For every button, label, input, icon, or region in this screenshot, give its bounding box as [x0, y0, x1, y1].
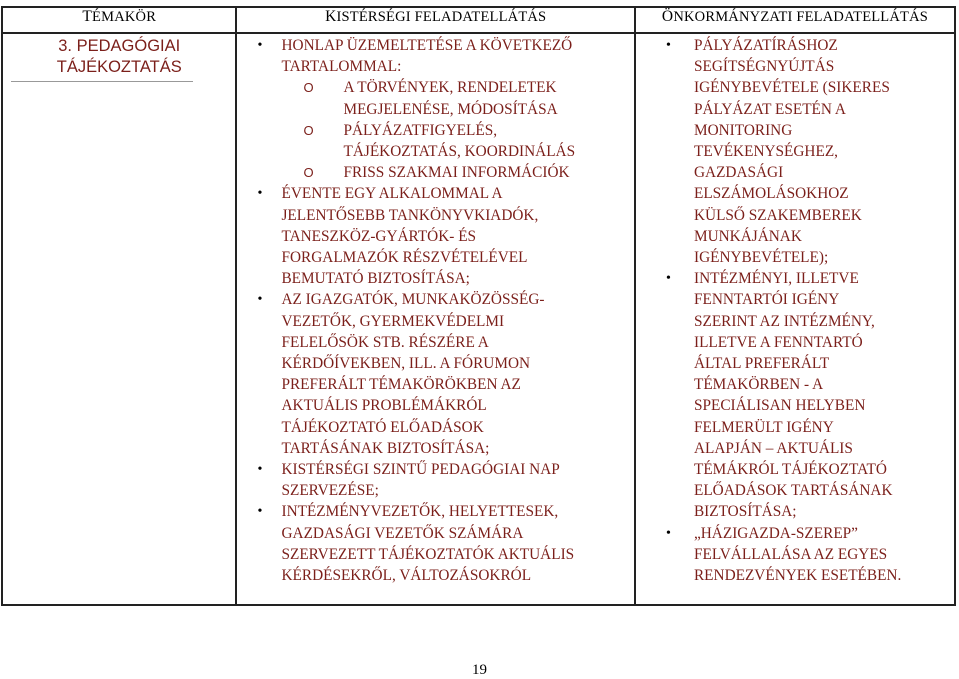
bullet-icon: •	[665, 525, 671, 541]
line: FRISS SZAKMAI INFORMÁCIÓK	[343, 164, 570, 182]
page-number: 19	[472, 662, 487, 678]
bullet-icon: •	[257, 38, 263, 53]
header-kistersegi	[236, 7, 635, 33]
line: FORGALMAZÓK RÉSZVÉTELÉVEL	[281, 249, 528, 267]
kistersegi-list	[237, 34, 634, 586]
line: TARTÁSÁNAK BIZTOSÍTÁSA;	[281, 439, 490, 457]
line: AZ IGAZGATÓK, MUNKAKÖZÖSSÉG-	[281, 291, 545, 309]
line: RENDEZVÉNYEK ESETÉBEN.	[693, 567, 902, 585]
line: SPECIÁLISAN HELYBEN	[693, 397, 866, 415]
header-initial: T	[82, 8, 93, 25]
line: ILLETVE A FENNTARTÓ	[693, 333, 863, 351]
line: KÉRDÉSEKRŐL, VÁLTOZÁSOKRÓL	[281, 567, 532, 585]
topic-title	[3, 34, 235, 78]
line: AKTUÁLIS PROBLÉMÁKRÓL	[281, 397, 487, 415]
line: SZERVEZÉSE;	[281, 482, 379, 500]
circle-bullet-icon: O	[303, 165, 314, 181]
header-row	[2, 7, 955, 33]
line: „HÁZIGAZDA-SZEREP”	[693, 524, 858, 542]
bullet-icon: •	[665, 38, 671, 53]
line: GAZDASÁGI VEZETŐK SZÁMÁRA	[281, 524, 524, 542]
list-item	[257, 289, 612, 459]
topic-cell	[2, 33, 236, 605]
onkormanyzati-cell	[635, 33, 955, 605]
line: TEVÉKENYSÉGHEZ,	[693, 143, 838, 161]
content-row	[2, 33, 955, 605]
line: PREFERÁLT TÉMAKÖRÖKBEN AZ	[281, 376, 521, 394]
line: SEGÍTSÉGNYÚJTÁS	[693, 58, 835, 76]
bullet-icon: •	[257, 292, 263, 308]
header-rest: NKORMÁNYZATI FELADATELLÁTÁS	[673, 9, 929, 25]
line: SZERINT AZ INTÉZMÉNY,	[693, 312, 875, 330]
list-item	[257, 183, 612, 289]
line: BEMUTATÓ BIZTOSÍTÁSA;	[281, 270, 470, 288]
line: TANESZKÖZ-GYÁRTÓK- ÉS	[281, 227, 477, 245]
line: KÜLSŐ SZAKEMBEREK	[693, 206, 862, 224]
line: MUNKÁJÁNAK	[693, 227, 802, 245]
line: ELSZÁMOLÁSOKHOZ	[693, 185, 849, 203]
line: MONITORING	[693, 121, 793, 139]
list-item	[665, 35, 924, 268]
line: INTÉZMÉNYI, ILLETVE	[693, 270, 859, 288]
line: PÁLYÁZATÍRÁSHOZ	[693, 37, 838, 54]
header-rest: ÉMAKÖR	[92, 9, 157, 25]
line: ALAPJÁN – AKTUÁLIS	[693, 439, 853, 457]
line: SZERVEZETT TÁJÉKOZTATÓK AKTUÁLIS	[281, 545, 575, 563]
sub-list-item	[303, 162, 612, 183]
line: TÁJÉKOZTATÁS, KOORDINÁLÁS	[343, 143, 576, 161]
list-item	[665, 268, 924, 522]
sub-list-item	[303, 120, 612, 162]
circle-bullet-icon: O	[303, 80, 314, 96]
line: FENNTARTÓI IGÉNY	[693, 291, 840, 309]
sub-list-item	[303, 77, 612, 119]
line: A TÖRVÉNYEK, RENDELETEK	[343, 79, 557, 97]
line: TÁJÉKOZTATÓ ELŐADÁSOK	[281, 418, 484, 436]
onkormanyzati-list	[636, 34, 954, 586]
line: GAZDASÁGI	[693, 164, 784, 182]
header-initial: Ö	[661, 8, 674, 25]
line: VEZETŐK, GYERMEKVÉDELMI	[281, 312, 505, 330]
line: FELELŐSÖK STB. RÉSZÉRE A	[281, 333, 489, 351]
line: TÉMÁKRÓL TÁJÉKOZTATÓ	[693, 461, 887, 479]
line: IGÉNYBEVÉTELE (SIKERES	[693, 79, 890, 97]
line: FELVÁLLALÁSA AZ EGYES	[693, 545, 888, 563]
header-initial: K	[325, 8, 337, 25]
header-onkormanyzati	[635, 7, 955, 33]
line: HONLAP ÜZEMELTETÉSE A KÖVETKEZŐ	[281, 37, 573, 54]
topic-underline	[11, 81, 193, 82]
line: IGÉNYBEVÉTELE);	[693, 249, 829, 267]
header-temakor	[2, 7, 236, 33]
line: JELENTŐSEBB TANKÖNYVKIADÓK,	[281, 206, 539, 224]
line: KÉRDŐÍVEKBEN, ILL. A FÓRUMON	[281, 355, 531, 373]
circle-bullet-icon: O	[303, 122, 314, 138]
sub-list	[281, 77, 612, 183]
line: PÁLYÁZAT ESETÉN A	[693, 100, 846, 118]
line: FELMERÜLT IGÉNY	[693, 418, 834, 436]
line: PÁLYÁZATFIGYELÉS,	[343, 121, 498, 139]
list-item	[257, 459, 612, 501]
task-table	[1, 6, 956, 606]
line: BIZTOSÍTÁSA;	[693, 503, 797, 521]
bullet-icon: •	[665, 271, 671, 287]
bullet-icon: •	[257, 462, 263, 478]
line: TARTALOMMAL:	[281, 58, 402, 76]
line: KISTÉRSÉGI SZINTŰ PEDAGÓGIAI NAP	[281, 461, 560, 479]
bullet-icon: •	[257, 504, 263, 520]
line: TÉMAKÖRBEN - A	[693, 376, 824, 394]
topic-line-1: 3. PEDAGÓGIAI	[58, 37, 181, 55]
line: INTÉZMÉNYVEZETŐK, HELYETTESEK,	[281, 503, 559, 521]
line: MEGJELENÉSE, MÓDOSÍTÁSA	[343, 100, 558, 118]
list-item	[257, 35, 612, 183]
kistersegi-cell	[236, 33, 635, 605]
header-rest: ISTÉRSÉGI FELADATELLÁTÁS	[336, 9, 547, 25]
line: ELŐADÁSOK TARTÁSÁNAK	[693, 482, 893, 500]
list-item	[665, 523, 924, 587]
line: ÁLTAL PREFERÁLT	[693, 355, 830, 373]
bullet-icon: •	[257, 186, 263, 202]
line: ÉVENTE EGY ALKALOMMAL A	[281, 185, 503, 203]
list-item	[257, 501, 612, 586]
topic-line-2: TÁJÉKOZTATÁS	[56, 58, 182, 76]
